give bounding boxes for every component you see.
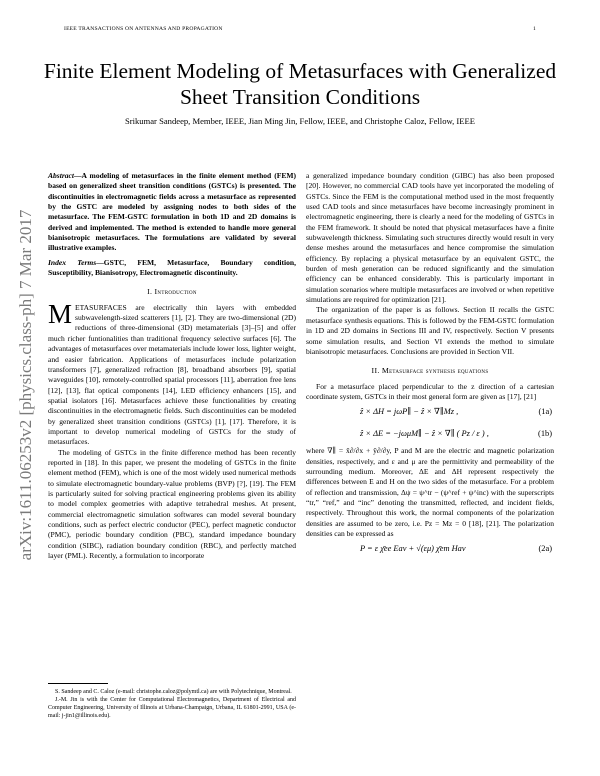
section-1-heading: I. Introduction [147,287,197,297]
gstc-intro-paragraph: For a metasurface placed perpendicular to the z direction of a cartesian coordinate system, GSTCs in their most general form are given as [17], [21] [306,381,554,401]
running-header [64,26,536,32]
paper-title: Finite Element Modeling of Metasurfaces with Generalized Sheet Transition Conditions [43,59,557,109]
abstract [48,171,296,254]
index-terms-text: —GSTC, FEM, Metasurface, Boundary condition, Susceptibility, Bianisotropy, Electromagnetic discontinuity. [48,257,296,278]
arxiv-stamp [12,176,40,594]
footnotes [48,688,296,720]
intro-paragraph-2: The modeling of GSTCs in the finite difference method has been recently reported in [18]. In this paper, we present the modeling of GSTCs in the finite element method (FEM), which is one of the most widely used numerical methods to simulate electromagnetic boundary-value problems (BVP) [?], [19]. The FEM is particularly suited for solving practical engineering problems given its ability to model complex geometries with adaptive tetrahedral meshes. At present, commercial electromagnetic simulation softwares can model several boundary conditions, such as perfect electric conductor (PEC), perfect magnetic conductor (PMC), periodic boundary condition (PBC), standard impedance boundary condition (SIBC), radiation boundary condition (RBC), and perfectly matched layer (PML). Recently, a formulation to incorporate [48,447,296,561]
left-column [48,171,296,561]
index-terms-label: Index Terms [48,257,97,267]
equation-1b-body: ẑ × ΔE = −jωμM∥ − ẑ × ∇∥ ( Pz / ε ) , [360,429,489,439]
index-terms [48,258,296,279]
gstc-definitions-paragraph: where ∇∥ = x̂∂/∂x + ŷ∂/∂y, P and M are the electric and magnetic polarization densities, respectively, and ε and μ are the permittivity and permeability of the surrounding medium. Moreover, ΔE and ΔH represent respectively the differences between E and H on the two sides of the metasurface. For a problem of reflection and transmission, Δψ = ψ^tr − (ψ^ref + ψ^inc) with the superscripts “tr,” “ref,” and “inc” denoting the transmitted, reflected, and incident fields, respectively. Throughout this work, the normal components of the polarization densities are assumed to be zero, i.e. Pz = Mz = 0 [18], [21]. The polarization densities can be expressed as [306,446,554,538]
equation-1a [306,402,554,424]
author-list: Srikumar Sandeep, Member, IEEE, Jian Ming Jin, Fellow, IEEE, and Christophe Caloz, Fellow, IEEE [124,116,476,126]
equation-1b-number: (1b) [538,429,552,439]
arxiv-identifier: arXiv:1611.06253v2 [physics.class-ph] 7 Mar 2017 [16,209,35,561]
intro-first-word: ETASURFACES [75,302,127,312]
right-paragraph-1: a generalized impedance boundary condition (GIBC) has also been proposed [20]. However, no commercial CAD tools have yet incorporated the modeling of GSTCs. Since the FEM is the computational method used in the most frequently used CAD tools and since metasurfaces have become increasingly prominent in electromagnetic engineering, there is clearly a need for the modeling of GSTCs in the FEM framework. It should be noted that physical metasurfaces have a finite subwavelength thickness. Simulating such structures directly would result in very dense meshes around the metasurfaces and hence compromise the simulation efficiency. By replacing a physical metasurface by an equivalent GSTC, the burden of mesh generation can be reduced significantly and the simulation efficiency can be enhanced considerably. This is particularly important in simulation scenarios where multiple metasurfaces are involved or when repetitive simulations are required for optimization [21]. [306,171,554,305]
intro-paragraph-1 [48,298,296,448]
page-number: 1 [533,26,536,32]
footnote-1: S. Sandeep and C. Caloz (e-mail: christophe.caloz@polymtl.ca) are with Polytechnique, Montreal. [55,689,292,695]
right-column [306,171,554,561]
equation-1b [306,424,554,446]
drop-cap: M [48,298,73,329]
right-paragraph-2: The organization of the paper is as follows. Section II recalls the GSTC metasurface synthesis equations. This is followed by the FEM-GSTC formulation in 1D and 2D domains in Sections III and IV, respectively. Section V presents some simulation results, and Section VI extends the method to simulate bianisotropic metasurfaces. Conclusions are provided in Section VII. [306,305,554,356]
equation-2a-body: P = ε χ̄ee Eav + √(εμ) χ̄em Hav [360,544,466,554]
journal-name: IEEE TRANSACTIONS ON ANTENNAS AND PROPAGATION [64,26,223,32]
equation-1a-number: (1a) [538,407,552,417]
abstract-text: —A modeling of metasurfaces in the finite element method (FEM) based on generalized sheet transition conditions (GSTCs) is presented. The discontinuities in electromagnetic fields across a metasurface as represented by the GSTC are modeled by assigning nodes to both sides of the metasurface. The FEM-GSTC formulation in both 1D and 2D domains is derived and implemented. The method is extended to handle more general bianisotropic metasurfaces. The formulations are validated by several illustrative examples. [48,171,296,253]
footnote-2: J.-M. Jin is with the Center for Computational Electromagnetics, Department of Electrical and Computer Engineering, University of Illinois at Urbana-Champaign, Urbana, IL 61801-2991, USA (e-mail: j-jin1@illinois.edu). [48,697,296,719]
section-2-heading: II. Metasurface synthesis equations [371,366,489,376]
equation-2a [306,539,554,561]
equation-2a-number: (2a) [538,544,552,554]
abstract-label: Abstract [48,171,74,180]
intro-text-1: are electrically thin layers with embedded subwavelength-sized scatterers [1], [2]. They are two-dimensional (2D) reductions of three-dimensional (3D) metamaterials [3]–[5] and offer much richer funtionalities than traditional frequency selective surfaces [6]. The advantages of metasurfaces over metamaterials include lower loss, lighter weight, and easier fabrication. Applications of metasurfaces include polarization transformers [7], generalized refraction [8], broadband absorbers [9], spatial waveguides [10], remotely-controlled spatial processors [11], aberration free lens [12], [13], flat optical components [14], LED efficiency enhancers [15], and spatial isolators [16]. Metasurfaces achieve these functionalities by creating discontinuities in the electromagnetic fields. Such discontinuities can be modeled by generalized sheet transition conditions (GSTCs) [1], [17]. Therefore, it is important to develop numerical modeling of GSTCs for the study of metasurfaces. [48,302,296,447]
footnote-separator [48,683,108,684]
equation-1a-body: ẑ × ΔH = jωP∥ − ẑ × ∇∥Mz , [360,407,459,417]
